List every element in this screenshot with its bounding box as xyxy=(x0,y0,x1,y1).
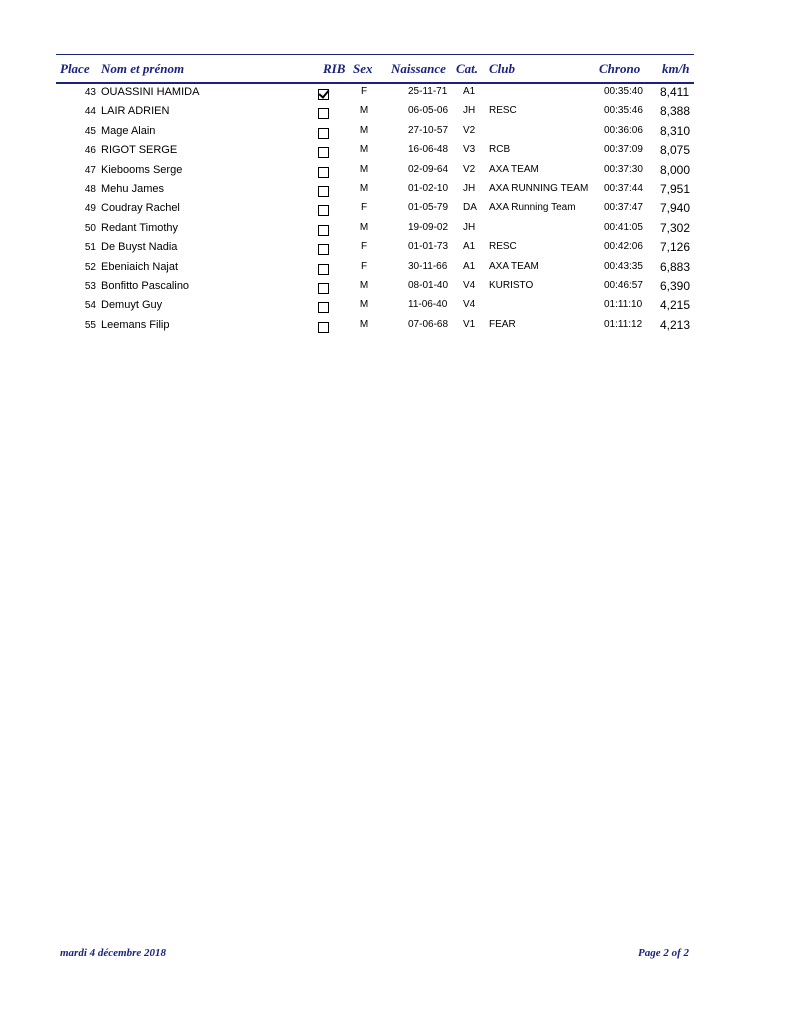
row-birth: 02-09-64 xyxy=(408,163,449,175)
row-chrono: 00:46:57 xyxy=(604,280,643,291)
row-birth: 08-01-40 xyxy=(408,280,449,291)
row-category: A1 xyxy=(463,241,476,253)
rib-checkbox[interactable] xyxy=(318,244,329,255)
footer-page-number: Page 2 of 2 xyxy=(638,947,690,959)
row-speed: 7,302 xyxy=(660,220,691,235)
row-chrono: 00:43:35 xyxy=(604,260,643,272)
row-sex: M xyxy=(359,163,369,175)
row-name: Leemans Filip xyxy=(101,318,170,331)
table-row xyxy=(0,241,791,260)
row-chrono: 00:41:05 xyxy=(604,221,643,233)
row-sex: M xyxy=(359,299,369,311)
row-club: RESC xyxy=(489,241,517,253)
rib-checkbox[interactable] xyxy=(318,322,329,333)
header-club: Club xyxy=(489,61,516,76)
row-birth: 16-06-48 xyxy=(408,144,449,156)
table-row xyxy=(0,222,791,241)
table-row xyxy=(0,280,791,299)
table-row xyxy=(0,261,791,280)
row-name: LAIR ADRIEN xyxy=(101,105,170,118)
row-chrono: 01:11:12 xyxy=(604,318,643,330)
row-chrono: 00:36:06 xyxy=(604,124,643,136)
rib-checkbox[interactable] xyxy=(318,302,329,313)
row-place: 44 xyxy=(84,106,96,118)
row-speed: 7,951 xyxy=(660,182,691,196)
row-club: AXA TEAM xyxy=(489,163,539,175)
row-place: 55 xyxy=(84,319,96,331)
row-place: 51 xyxy=(84,242,96,254)
row-place: 54 xyxy=(84,300,96,312)
row-chrono: 00:42:06 xyxy=(604,241,643,253)
header-birth: Naissance xyxy=(391,61,446,76)
rib-checkbox[interactable] xyxy=(318,167,329,178)
row-chrono: 00:37:47 xyxy=(604,202,643,214)
header-sex: Sex xyxy=(353,61,373,76)
row-birth: 11-06-40 xyxy=(408,299,448,311)
table-row xyxy=(0,144,791,163)
row-place: 52 xyxy=(84,261,96,273)
row-club: RCB xyxy=(489,144,511,156)
row-speed: 8,000 xyxy=(660,162,691,177)
row-speed: 7,126 xyxy=(660,240,691,255)
row-sex: M xyxy=(359,183,369,194)
row-club: KURISTO xyxy=(489,280,534,291)
row-name: Ebeniaich Najat xyxy=(101,260,179,273)
rib-checkbox[interactable] xyxy=(318,264,329,275)
row-category: V2 xyxy=(463,124,476,136)
row-club: AXA TEAM xyxy=(489,260,539,272)
row-category: JH xyxy=(463,105,476,117)
row-birth: 01-02-10 xyxy=(408,183,449,194)
header-top-rule xyxy=(56,54,694,55)
row-sex: M xyxy=(359,318,369,330)
row-place: 45 xyxy=(84,125,96,137)
row-category: V4 xyxy=(463,299,476,311)
header-rib: RIB xyxy=(323,61,346,76)
row-category: A1 xyxy=(463,86,476,97)
row-birth: 30-11-66 xyxy=(408,260,448,272)
header-name: Nom et prénom xyxy=(101,61,185,76)
rib-checkbox[interactable] xyxy=(318,147,329,158)
row-category: V3 xyxy=(463,144,476,156)
row-name: Mehu James xyxy=(101,183,164,195)
rib-checkbox[interactable] xyxy=(318,128,329,139)
row-chrono: 00:37:09 xyxy=(604,144,643,156)
row-birth: 27-10-57 xyxy=(408,124,449,136)
row-birth: 06-05-06 xyxy=(408,105,449,117)
row-speed: 4,213 xyxy=(660,317,691,332)
rib-checkbox[interactable] xyxy=(318,186,329,197)
row-speed: 6,390 xyxy=(660,279,691,293)
table-row xyxy=(0,105,791,124)
row-category: V2 xyxy=(463,163,476,175)
row-speed: 8,075 xyxy=(660,143,691,158)
header-chrono: Chrono xyxy=(599,61,641,76)
row-chrono: 00:37:30 xyxy=(604,163,643,175)
rib-checkbox[interactable] xyxy=(318,225,329,236)
row-place: 46 xyxy=(84,145,96,157)
row-name: Coudray Rachel xyxy=(101,202,180,215)
header-place: Place xyxy=(60,61,90,76)
table-row xyxy=(0,319,791,338)
row-category: V1 xyxy=(463,318,476,330)
row-name: Redant Timothy xyxy=(101,221,179,234)
table-row xyxy=(0,164,791,183)
row-speed: 8,388 xyxy=(660,104,691,119)
footer-date: mardi 4 décembre 2018 xyxy=(60,947,167,959)
row-category: JH xyxy=(463,183,476,194)
row-club: AXA Running Team xyxy=(489,202,576,214)
table-row xyxy=(0,299,791,318)
row-sex: F xyxy=(360,260,368,272)
row-sex: F xyxy=(360,86,368,97)
rib-checkbox[interactable] xyxy=(318,205,329,216)
row-birth: 19-09-02 xyxy=(408,221,449,233)
row-chrono: 01:11:10 xyxy=(604,299,643,311)
row-place: 43 xyxy=(84,87,96,98)
header-cat: Cat. xyxy=(456,61,479,76)
row-birth: 01-01-73 xyxy=(408,241,449,253)
row-birth: 25-11-71 xyxy=(408,86,448,97)
row-speed: 8,411 xyxy=(660,85,690,99)
row-place: 50 xyxy=(84,222,96,234)
row-name: Kiebooms Serge xyxy=(101,163,183,176)
rib-checkbox[interactable] xyxy=(318,108,329,119)
rib-checkbox[interactable] xyxy=(318,283,329,294)
row-club: RESC xyxy=(489,105,517,117)
row-sex: M xyxy=(359,144,369,156)
row-birth: 01-05-79 xyxy=(408,202,449,214)
row-name: RIGOT SERGE xyxy=(101,144,178,157)
row-place: 49 xyxy=(84,203,96,215)
row-name: Mage Alain xyxy=(101,124,156,137)
row-speed: 6,883 xyxy=(660,259,691,274)
row-sex: F xyxy=(360,202,368,214)
table-row xyxy=(0,183,791,202)
rib-checkbox[interactable] xyxy=(318,89,329,100)
table-row xyxy=(0,86,791,105)
row-name: Bonfitto Pascalino xyxy=(101,280,190,292)
header-bottom-rule xyxy=(56,82,694,84)
row-birth: 07-06-68 xyxy=(408,318,449,330)
row-category: JH xyxy=(463,221,476,233)
row-sex: M xyxy=(359,280,369,291)
table-row xyxy=(0,202,791,221)
row-place: 48 xyxy=(84,184,96,195)
row-sex: F xyxy=(360,241,368,253)
row-category: A1 xyxy=(463,260,476,272)
row-name: De Buyst Nadia xyxy=(101,241,178,254)
header-kmh: km/h xyxy=(662,61,690,76)
row-place: 47 xyxy=(84,164,96,176)
row-chrono: 00:37:44 xyxy=(604,183,643,194)
row-club: FEAR xyxy=(489,318,516,330)
row-chrono: 00:35:46 xyxy=(604,105,643,117)
row-sex: M xyxy=(359,124,369,136)
row-club: AXA RUNNING TEAM xyxy=(489,183,589,194)
row-sex: M xyxy=(359,105,369,117)
row-name: Demuyt Guy xyxy=(101,299,163,312)
row-category: DA xyxy=(463,202,477,214)
row-category: V4 xyxy=(463,280,476,291)
table-row xyxy=(0,125,791,144)
table-header xyxy=(56,54,694,84)
row-speed: 8,310 xyxy=(660,123,691,138)
row-speed: 4,215 xyxy=(660,298,691,313)
row-name: OUASSINI HAMIDA xyxy=(101,86,200,98)
row-place: 53 xyxy=(84,281,96,292)
row-speed: 7,940 xyxy=(660,201,691,216)
row-sex: M xyxy=(359,221,369,233)
row-chrono: 00:35:40 xyxy=(604,86,643,97)
